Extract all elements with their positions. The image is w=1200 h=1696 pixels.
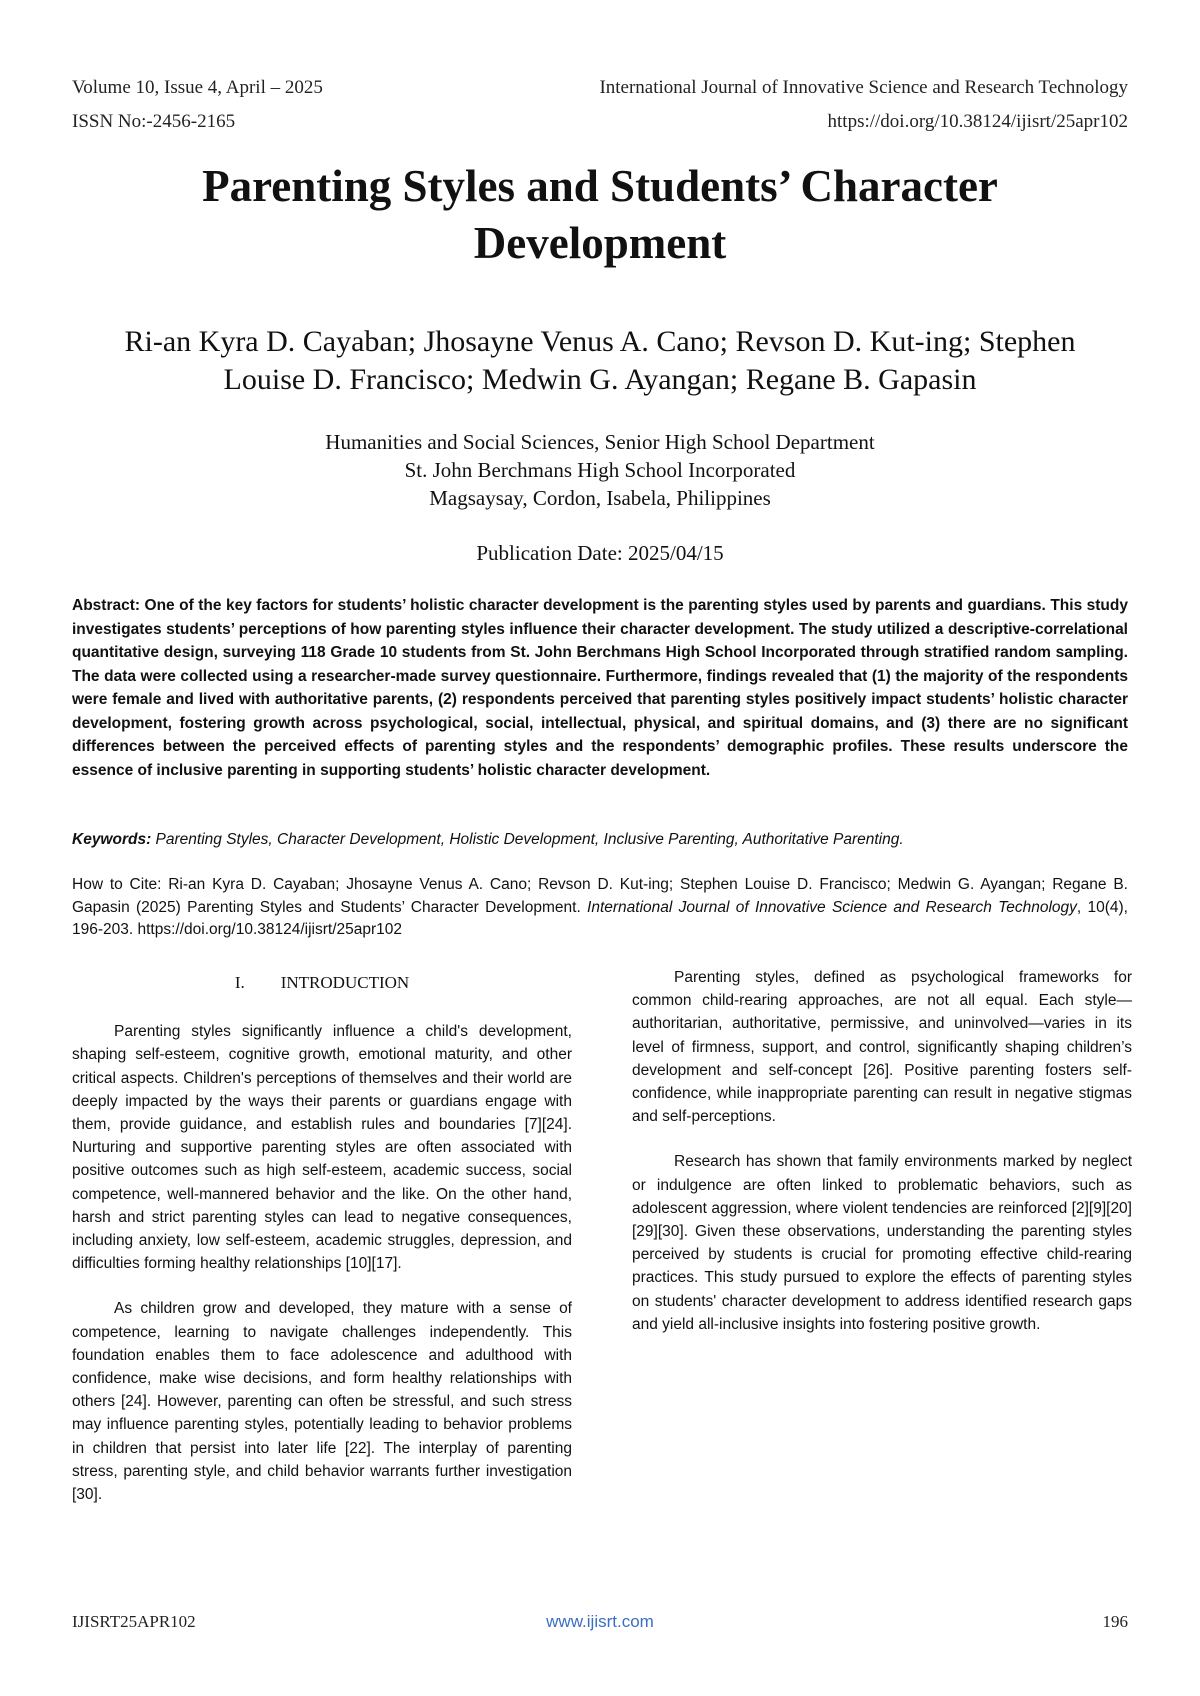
abstract bbox=[72, 594, 1128, 782]
footer-code: IJISRT25APR102 bbox=[72, 1612, 196, 1631]
affiliation-line-1: Humanities and Social Sciences, Senior High School Department bbox=[325, 430, 875, 454]
right-column bbox=[632, 966, 1132, 1358]
abstract-label: Abstract: bbox=[72, 597, 141, 614]
header-issn: ISSN No:-2456-2165 bbox=[72, 111, 236, 132]
citation-suffix: , 10(4), 196-203. https://doi.org/10.38124/ijisrt/25apr102 bbox=[72, 898, 1128, 938]
header-volume: Volume 10, Issue 4, April – 2025 bbox=[72, 77, 323, 98]
section-heading bbox=[72, 971, 572, 994]
affiliation-line-3: Magsaysay, Cordon, Isabela, Philippines bbox=[429, 486, 771, 510]
page-number: 196 bbox=[1102, 1612, 1128, 1631]
citation-journal: International Journal of Innovative Science and Research Technology bbox=[587, 898, 1077, 916]
author-list bbox=[60, 323, 1140, 399]
citation bbox=[72, 874, 1128, 942]
affiliation bbox=[100, 428, 1100, 512]
paragraph: Research has shown that family environments marked by neglect or indulgence are often linked to problematic behaviors, such as adolescent aggression, where violent tendencies are reinforced [2][9][20][29][30]. Given these observations, understanding the parenting styles perceived by students is crucial for promoting effective child-rearing practices. This study pursued to explore the effects of parenting styles on students' character development to address identified research gaps and yield all-inclusive insights into fostering positive growth. bbox=[632, 1153, 1132, 1333]
header-journal: International Journal of Innovative Science and Research Technology bbox=[599, 77, 1128, 98]
title-line-2: Development bbox=[473, 218, 727, 268]
citation-prefix: How to Cite: Ri-an Kyra D. Cayaban; Jhosayne Venus A. Cano; Revson D. Kut-ing; Stephen Louise D. Francisco; Medwin G. Ayangan; Regane B. Gapasin (2025) Parenting Styles and Students’ Character Development. bbox=[72, 876, 1128, 916]
header-doi-link[interactable]: https://doi.org/10.38124/ijisrt/25apr102 bbox=[827, 111, 1128, 132]
left-column bbox=[72, 963, 572, 1528]
abstract-text: One of the key factors for students’ holistic character development is the parenting styles used by parents and guardians. This study investigates students’ perceptions of how parenting styles influence their character development. The study utilized a descriptive-correlational quantitative design, surveying 118 Grade 10 students from St. John Berchmans High School Incorporated through stratified random sampling. The data were collected using a researcher-made survey questionnaire. Furthermore, findings revealed that (1) the majority of the respondents were female and lived with authoritative parents, (2) respondents perceived that parenting styles positively impact students’ holistic character development, fostering growth across psychological, social, intellectual, physical, and spiritual domains, and (3) there are no significant differences between the perceived effects of parenting styles and the respondents’ demographic profiles. These results underscore the essence of inclusive parenting in supporting students’ holistic character development. bbox=[72, 597, 1128, 779]
section-number: I. bbox=[234, 973, 245, 992]
paper-title bbox=[80, 158, 1120, 272]
footer-website-link[interactable]: www.ijisrt.com bbox=[546, 1612, 654, 1631]
authors-line-1: Ri-an Kyra D. Cayaban; Jhosayne Venus A. Cano; Revson D. Kut-ing; Stephen bbox=[124, 325, 1076, 358]
publication-date: Publication Date: 2025/04/15 bbox=[476, 541, 724, 565]
paragraph: Parenting styles, defined as psychological frameworks for common child-rearing approaches, are not all equal. Each style—authoritarian, authoritative, permissive, and uninvolved—varies in its level of firmness, support, and control, significantly shaping children’s development and self-concept [26]. Positive parenting fosters self-confidence, while inappropriate parenting can result in negative stigmas and self-perceptions. bbox=[632, 969, 1132, 1126]
affiliation-line-2: St. John Berchmans High School Incorporated bbox=[404, 458, 796, 482]
keywords-text: Parenting Styles, Character Development, Holistic Development, Inclusive Parenting, Authoritative Parenting. bbox=[151, 831, 904, 848]
authors-line-2: Louise D. Francisco; Medwin G. Ayangan; Regane B. Gapasin bbox=[223, 363, 977, 396]
section-title: INTRODUCTION bbox=[280, 973, 410, 992]
paragraph: Parenting styles significantly influence a child's development, shaping self-esteem, cognitive growth, emotional maturity, and other critical aspects. Children's perceptions of themselves and their world are deeply impacted by the ways their parents or guardians engage with them, provide guidance, and establish rules and boundaries [7][24]. Nurturing and supportive parenting styles are often associated with positive outcomes such as high self-esteem, academic success, social competence, well-mannered behavior and the like. On the other hand, harsh and strict parenting styles can lead to negative consequences, including anxiety, low self-esteem, academic struggles, depression, and difficulties forming healthy relationships [10][17]. bbox=[72, 1023, 572, 1273]
keywords-label: Keywords: bbox=[72, 831, 152, 848]
title-line-1: Parenting Styles and Students’ Character bbox=[202, 161, 998, 211]
paragraph: As children grow and developed, they mature with a sense of competence, learning to navigate challenges independently. This foundation enables them to face adolescence and adulthood with confidence, make wise decisions, and form healthy relationships with others [24]. However, parenting can often be stressful, and such stress may influence parenting styles, potentially leading to behavior problems in children that persist into later life [22]. The interplay of parenting stress, parenting style, and child behavior warrants further investigation [30]. bbox=[72, 1300, 572, 1504]
keywords bbox=[72, 829, 1128, 851]
